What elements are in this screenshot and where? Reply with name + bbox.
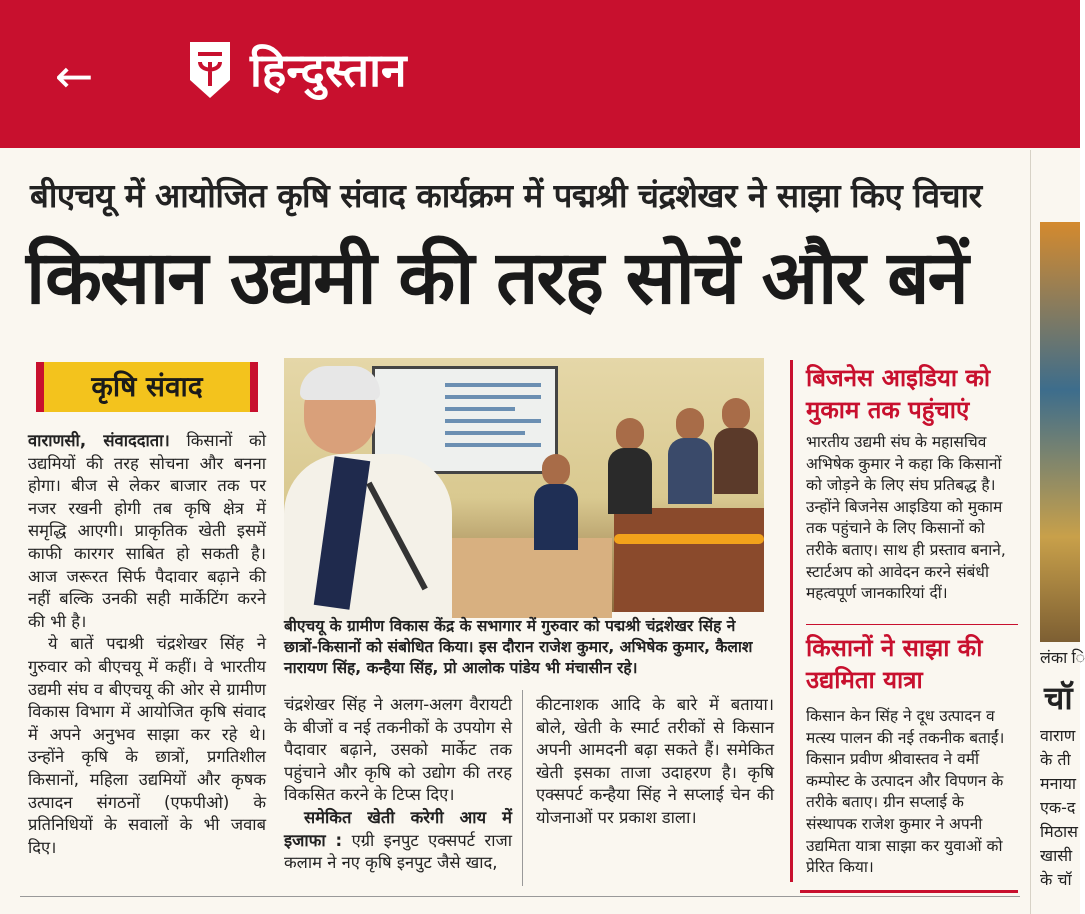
section-tag: कृषि संवाद [36,362,258,412]
page-bottom-rule [20,896,1020,897]
sidebar-bottom-rule [800,890,1018,893]
adjacent-text-line: के चॉ [1040,870,1072,889]
sidebar-accent-rule [790,360,793,882]
article-kicker: बीएचयू में आयोजित कृषि संवाद कार्यक्रम में पद्मश्री चंद्रशेखर ने साझा किए विचार [30,176,982,215]
brand-name: हिन्दुस्तान [250,43,407,97]
article-column-2 [284,694,512,875]
adjacent-photo [1040,222,1080,642]
sidebar-heading-2: किसानों ने साझा की उद्यमिता यात्रा [806,634,983,694]
adjacent-text-line: मिठास [1040,822,1078,841]
adjacent-headline-fragment: चॉ [1044,679,1073,717]
adjacent-text-line: मनाया [1040,774,1077,793]
adjacent-text-line: वाराण [1040,726,1076,745]
column-divider [522,690,523,886]
guest-figure [608,418,652,514]
speaker-figure [284,454,452,624]
paragraph-4: एग्री इनपुट एक्सपर्ट राजा कलाम ने नए कृषि इनपुट जैसे खाद, [284,830,512,873]
event-photo [284,358,764,612]
adjacent-text-line: के ती [1040,750,1071,769]
hindustan-logo-icon [186,40,234,100]
arrow-left-icon[interactable]: ← [54,49,94,103]
sidebar-text-1: भारतीय उद्यमी संघ के महासचिव अभिषेक कुमार ने कहा कि किसानों को जोड़ने के लिए संघ प्रतिबद्ध है। उन्होंने बिजनेस आइडिया को मुकाम तक पहुंचाने के लिए किसानों को तरीके बताए। साथ ही प्रस्ताव बनाने, स्टार्टअप को आवेदन करने संबंधी महत्वपूर्ण जानकारियां दीं। [806,433,1006,603]
dais-table [614,508,764,612]
sidebar-text-2: किसान केन सिंह ने दूध उत्पादन व मत्स्य पालन की नई तकनीक बताईं। किसान प्रवीण श्रीवास्तव ने वर्मी कम्पोस्ट के उत्पादन और विपणन के तरीके बताए। ग्रीन सप्लाई के संस्थापक राजेश कुमार ने अपनी उद्यमिता यात्रा साझा कर युवाओं को प्रेरित किया। [806,707,1005,877]
paragraph-3: चंद्रशेखर सिंह ने अलग-अलग वैरायटी के बीजों व नई तकनीकों के उपयोग से पैदावार बढ़ाने, उसको मार्केट तक पहुंचाने और कृषि को उद्योग की तरह विकसित करने के टिप्स दिए। [284,695,512,805]
guest-figure [534,454,578,550]
byline: वाराणसी, संवाददाता। [28,431,170,450]
guest-figure [668,408,712,504]
lead-paragraph [28,430,266,633]
subhead-paragraph [284,807,512,875]
article-column-1 [28,430,266,859]
photo-caption: बीएचयू के ग्रामीण विकास केंद्र के सभागार में गुरुवार को पद्मश्री चंद्रशेखर सिंह ने छात्रों-किसानों को संबोधित किया। इस दौरान राजेश कुमार, अभिषेक कुमार, कैलाश नारायण सिंह, कन्हैया सिंह, प्रो आलोक पांडेय भी मंचासीन रहे। [284,617,753,677]
guest-figure [714,398,758,494]
sidebar-separator [806,624,1018,625]
adjacent-caption-fragment: लंका ि [1040,648,1085,667]
adjacent-text-line: एक-द [1040,798,1076,817]
adjacent-text-line: खासी [1040,846,1073,865]
sidebar-heading-1: बिजनेस आइडिया को मुकाम तक पहुंचाएं [806,364,991,424]
app-header [0,0,1080,148]
article-headline: किसान उद्यमी की तरह सोचें और बनें [26,235,967,321]
paragraph-4-continued: कीटनाशक आदि के बारे में बताया। बोले, खेती के स्मार्ट तरीकों से किसान अपनी आमदनी बढ़ा सकते हैं। समेकित खेती इसका ताजा उदाहरण है। कृषि एक्सपर्ट कन्हैया सिंह ने सप्लाई चेन की योजनाओं पर प्रकाश डाला। [536,695,774,827]
article-column-3 [536,694,774,830]
article-subhead: समेकित खेती करेगी आय में इजाफा : [284,807,512,850]
podium [452,538,612,618]
paragraph-2: ये बातें पद्मश्री चंद्रशेखर सिंह ने गुरुवार को बीएचयू में कहीं। वे भारतीय उद्यमी संघ व बीएचयू की ओर से ग्रामीण विकास विभाग में आयोजित कृषि संवाद में अपने अनुभव साझा कर रहे थे। उन्होंने कृषि के छात्रों, प्रगतिशील किसानों, महिला उद्यमियों और कृषक उत्पादन संगठनों (एफपीओ) के प्रतिनिधियों के सवालों के भी जवाब दिए। [28,634,266,857]
page-divider [1030,150,1031,914]
lead-text: किसानों को उद्यमियों की तरह सोचना और बनना होगा। बीज से लेकर बाजार तक पर नजर रखनी होगी तब कृषि क्षेत्र में समृद्धि आएगी। प्राकृतिक खेती इसमें काफी कारगर साबित हो सकती है। आज जरूरत सिर्फ पैदावार बढ़ाने की नहीं बल्कि उनकी सही मार्केटिंग करने की भी है। [28,431,266,631]
